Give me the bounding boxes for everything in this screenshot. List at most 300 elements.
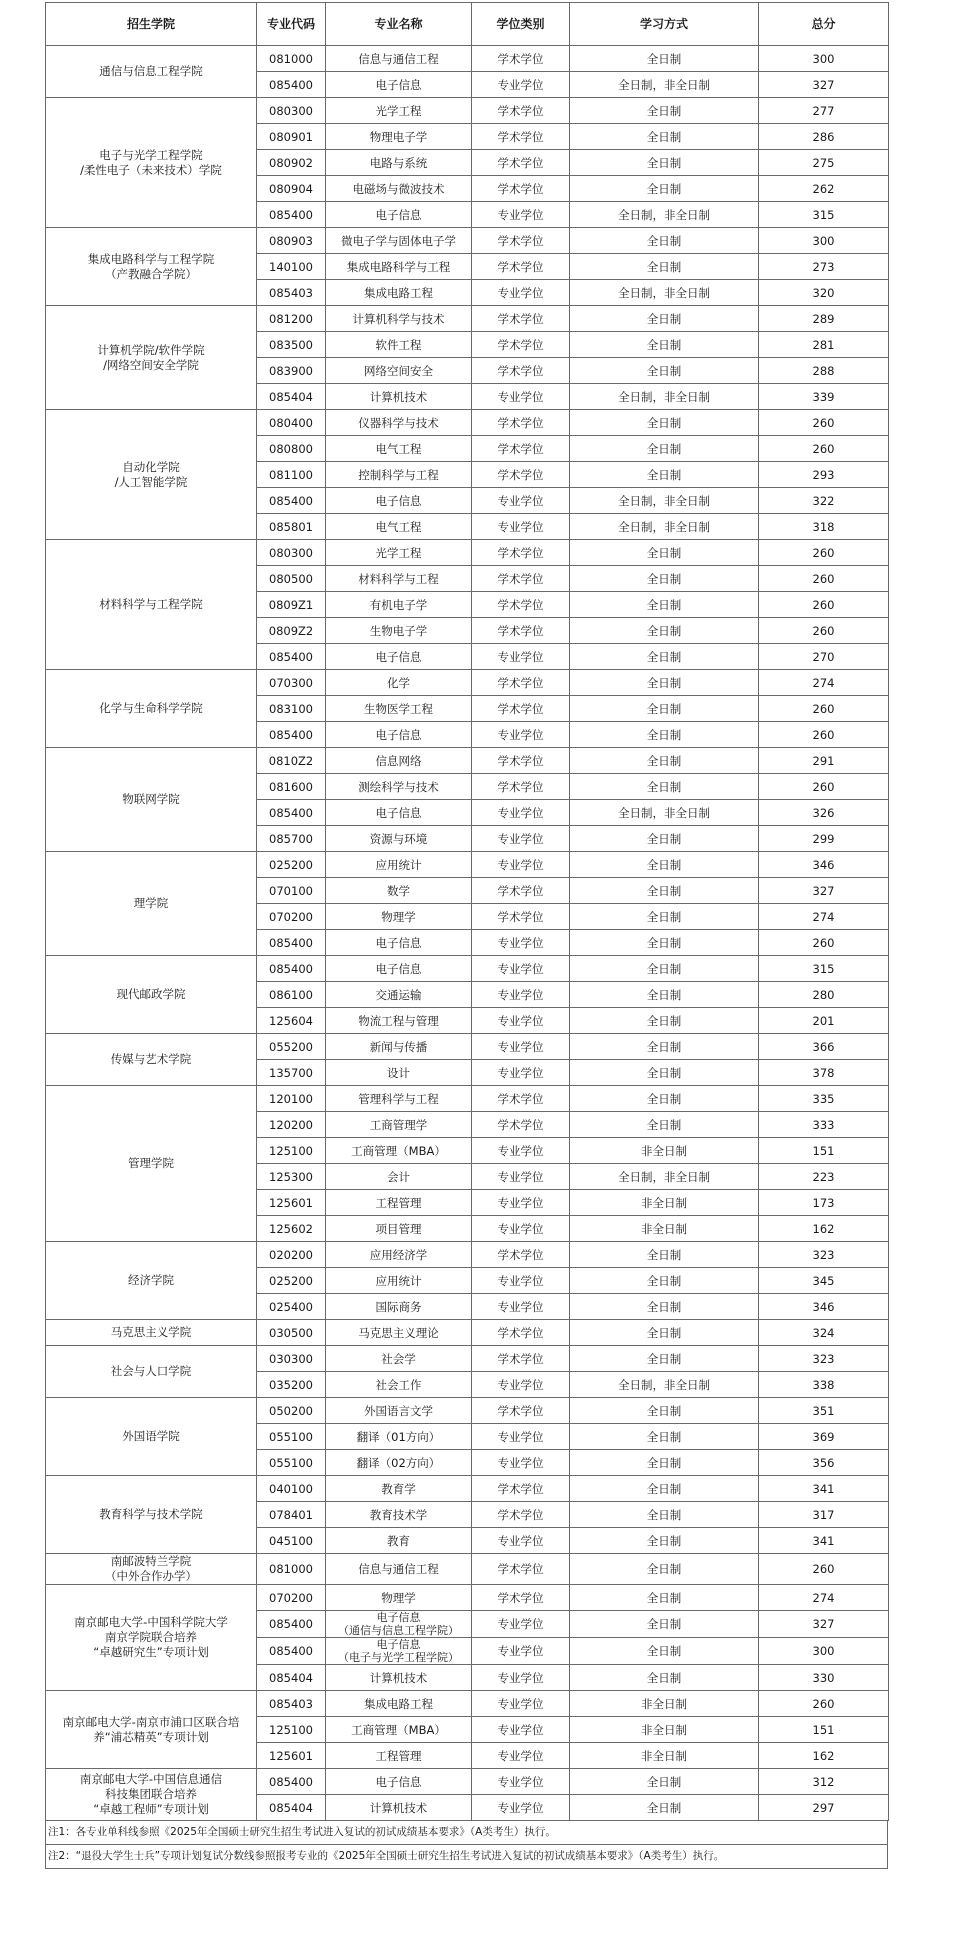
cell-major: 工商管理学 xyxy=(326,1112,472,1138)
cell-degree: 学术学位 xyxy=(472,98,570,124)
cell-mode: 全日制 xyxy=(570,1502,759,1528)
cell-code: 080800 xyxy=(257,436,326,462)
table-row xyxy=(46,670,889,696)
cell-degree: 专业学位 xyxy=(472,1717,570,1743)
cell-degree: 专业学位 xyxy=(472,722,570,748)
cell-degree: 学术学位 xyxy=(472,332,570,358)
note-2: 注2：“退役大学生士兵”专项计划复试分数线参照报考专业的《2025年全国硕士研究生招生考试进入复试的初试成绩基本要求》（A类考生）执行。 xyxy=(45,1845,888,1869)
cell-degree: 专业学位 xyxy=(472,1372,570,1398)
cell-code: 125601 xyxy=(257,1743,326,1769)
cell-score: 330 xyxy=(759,1665,889,1691)
cell-degree: 学术学位 xyxy=(472,1554,570,1585)
cell-score: 335 xyxy=(759,1086,889,1112)
cell-college: 南邮波特兰学院 （中外合作办学） xyxy=(46,1554,257,1585)
cell-mode: 全日制，非全日制 xyxy=(570,72,759,98)
cell-major: 物流工程与管理 xyxy=(326,1008,472,1034)
cell-score: 260 xyxy=(759,1691,889,1717)
cell-mode: 全日制，非全日制 xyxy=(570,280,759,306)
cell-mode: 全日制 xyxy=(570,462,759,488)
cell-code: 080901 xyxy=(257,124,326,150)
cell-mode: 全日制 xyxy=(570,1320,759,1346)
cell-code: 086100 xyxy=(257,982,326,1008)
cell-mode: 非全日制 xyxy=(570,1216,759,1242)
cell-score: 270 xyxy=(759,644,889,670)
cell-major: 工程管理 xyxy=(326,1190,472,1216)
cell-degree: 学术学位 xyxy=(472,774,570,800)
cell-degree: 专业学位 xyxy=(472,1216,570,1242)
cell-major: 计算机技术 xyxy=(326,384,472,410)
cell-score: 280 xyxy=(759,982,889,1008)
cell-score: 366 xyxy=(759,1034,889,1060)
table-row xyxy=(46,1242,889,1268)
notes xyxy=(45,1821,888,1869)
cell-degree: 学术学位 xyxy=(472,878,570,904)
cell-major: 物理学 xyxy=(326,904,472,930)
cell-mode: 全日制 xyxy=(570,1476,759,1502)
cell-score: 320 xyxy=(759,280,889,306)
cell-mode: 全日制 xyxy=(570,904,759,930)
cell-code: 125601 xyxy=(257,1190,326,1216)
cell-degree: 学术学位 xyxy=(472,618,570,644)
cell-major: 有机电子学 xyxy=(326,592,472,618)
cell-code: 035200 xyxy=(257,1372,326,1398)
cell-degree: 专业学位 xyxy=(472,1190,570,1216)
cell-code: 085400 xyxy=(257,488,326,514)
cell-degree: 学术学位 xyxy=(472,696,570,722)
cell-degree: 专业学位 xyxy=(472,514,570,540)
cell-code: 025400 xyxy=(257,1294,326,1320)
cell-degree: 专业学位 xyxy=(472,1034,570,1060)
table-row xyxy=(46,98,889,124)
cell-score: 339 xyxy=(759,384,889,410)
cell-code: 125100 xyxy=(257,1717,326,1743)
cell-code: 085400 xyxy=(257,1769,326,1795)
cell-score: 151 xyxy=(759,1138,889,1164)
cell-degree: 专业学位 xyxy=(472,1138,570,1164)
table-row xyxy=(46,852,889,878)
cell-college: 南京邮电大学-中国科学院大学 南京学院联合培养 “卓越研究生”专项计划 xyxy=(46,1585,257,1691)
cell-major: 项目管理 xyxy=(326,1216,472,1242)
cell-mode: 全日制 xyxy=(570,1611,759,1638)
cell-score: 274 xyxy=(759,670,889,696)
cell-major: 工商管理（MBA） xyxy=(326,1717,472,1743)
header-score: 总分 xyxy=(759,3,889,46)
cell-degree: 专业学位 xyxy=(472,1691,570,1717)
cell-major: 集成电路科学与工程 xyxy=(326,254,472,280)
cell-degree: 专业学位 xyxy=(472,1008,570,1034)
cell-mode: 全日制 xyxy=(570,1528,759,1554)
cell-major: 电气工程 xyxy=(326,436,472,462)
cell-college: 教育科学与技术学院 xyxy=(46,1476,257,1554)
cell-code: 070200 xyxy=(257,904,326,930)
cell-score: 274 xyxy=(759,904,889,930)
cell-degree: 专业学位 xyxy=(472,930,570,956)
cell-degree: 学术学位 xyxy=(472,540,570,566)
cell-code: 125100 xyxy=(257,1138,326,1164)
cell-score: 318 xyxy=(759,514,889,540)
table-row xyxy=(46,228,889,254)
cell-code: 135700 xyxy=(257,1060,326,1086)
cell-major: 外国语言文学 xyxy=(326,1398,472,1424)
cell-major: 新闻与传播 xyxy=(326,1034,472,1060)
cell-score: 323 xyxy=(759,1242,889,1268)
cell-score: 281 xyxy=(759,332,889,358)
cell-major: 电磁场与微波技术 xyxy=(326,176,472,202)
cell-major: 物理电子学 xyxy=(326,124,472,150)
cell-score: 369 xyxy=(759,1424,889,1450)
table-row xyxy=(46,1320,889,1346)
cell-major: 测绘科学与技术 xyxy=(326,774,472,800)
header-college: 招生学院 xyxy=(46,3,257,46)
cell-degree: 专业学位 xyxy=(472,1060,570,1086)
cell-mode: 非全日制 xyxy=(570,1138,759,1164)
cell-mode: 全日制 xyxy=(570,410,759,436)
cell-degree: 专业学位 xyxy=(472,644,570,670)
cell-major: 信息与通信工程 xyxy=(326,46,472,72)
cell-mode: 全日制 xyxy=(570,1424,759,1450)
table-row xyxy=(46,1476,889,1502)
table-row xyxy=(46,1585,889,1611)
cell-degree: 专业学位 xyxy=(472,800,570,826)
cell-major: 信息网络 xyxy=(326,748,472,774)
cell-code: 083900 xyxy=(257,358,326,384)
cell-major: 生物电子学 xyxy=(326,618,472,644)
cell-college: 现代邮政学院 xyxy=(46,956,257,1034)
cell-degree: 学术学位 xyxy=(472,1242,570,1268)
cell-degree: 学术学位 xyxy=(472,904,570,930)
cell-degree: 专业学位 xyxy=(472,1743,570,1769)
cell-mode: 全日制 xyxy=(570,774,759,800)
cell-degree: 专业学位 xyxy=(472,852,570,878)
cell-major: 电子信息 xyxy=(326,956,472,982)
cell-mode: 全日制 xyxy=(570,150,759,176)
cell-score: 151 xyxy=(759,1717,889,1743)
table-row xyxy=(46,540,889,566)
cell-degree: 学术学位 xyxy=(472,176,570,202)
cell-code: 125604 xyxy=(257,1008,326,1034)
cell-score: 201 xyxy=(759,1008,889,1034)
cell-code: 025200 xyxy=(257,852,326,878)
cell-score: 289 xyxy=(759,306,889,332)
cell-degree: 专业学位 xyxy=(472,1164,570,1190)
cell-degree: 学术学位 xyxy=(472,1502,570,1528)
cell-major: 集成电路工程 xyxy=(326,1691,472,1717)
cell-code: 025200 xyxy=(257,1268,326,1294)
cell-code: 085404 xyxy=(257,384,326,410)
cell-mode: 全日制 xyxy=(570,1294,759,1320)
cell-mode: 非全日制 xyxy=(570,1743,759,1769)
cell-major: 电子信息 （通信与信息工程学院） xyxy=(326,1611,472,1638)
cell-score: 162 xyxy=(759,1743,889,1769)
cell-major: 化学 xyxy=(326,670,472,696)
cell-major: 社会工作 xyxy=(326,1372,472,1398)
table-row xyxy=(46,1769,889,1795)
cell-score: 324 xyxy=(759,1320,889,1346)
cell-score: 346 xyxy=(759,852,889,878)
cell-major: 控制科学与工程 xyxy=(326,462,472,488)
cell-code: 0810Z2 xyxy=(257,748,326,774)
cell-code: 085400 xyxy=(257,930,326,956)
cell-score: 260 xyxy=(759,1554,889,1585)
cell-score: 223 xyxy=(759,1164,889,1190)
cell-degree: 专业学位 xyxy=(472,982,570,1008)
cell-major: 数学 xyxy=(326,878,472,904)
cell-mode: 全日制 xyxy=(570,176,759,202)
cell-mode: 全日制 xyxy=(570,306,759,332)
table-row xyxy=(46,1086,889,1112)
cell-code: 055200 xyxy=(257,1034,326,1060)
table-body xyxy=(46,46,889,1821)
cell-major: 生物医学工程 xyxy=(326,696,472,722)
cell-major: 电路与系统 xyxy=(326,150,472,176)
cell-major: 管理科学与工程 xyxy=(326,1086,472,1112)
cell-major: 教育技术学 xyxy=(326,1502,472,1528)
cell-major: 信息与通信工程 xyxy=(326,1554,472,1585)
cell-mode: 全日制 xyxy=(570,826,759,852)
cell-score: 351 xyxy=(759,1398,889,1424)
cell-college: 物联网学院 xyxy=(46,748,257,852)
cell-code: 045100 xyxy=(257,1528,326,1554)
cell-college: 经济学院 xyxy=(46,1242,257,1320)
cell-score: 274 xyxy=(759,1585,889,1611)
cell-degree: 专业学位 xyxy=(472,202,570,228)
cell-degree: 学术学位 xyxy=(472,670,570,696)
cell-mode: 全日制，非全日制 xyxy=(570,514,759,540)
cell-score: 260 xyxy=(759,930,889,956)
cell-degree: 专业学位 xyxy=(472,1769,570,1795)
cell-code: 081600 xyxy=(257,774,326,800)
cell-score: 260 xyxy=(759,592,889,618)
cell-score: 326 xyxy=(759,800,889,826)
cell-mode: 全日制，非全日制 xyxy=(570,488,759,514)
cell-score: 312 xyxy=(759,1769,889,1795)
cell-score: 356 xyxy=(759,1450,889,1476)
cell-major: 电气工程 xyxy=(326,514,472,540)
cell-degree: 专业学位 xyxy=(472,384,570,410)
cell-mode: 全日制 xyxy=(570,748,759,774)
cell-code: 081000 xyxy=(257,1554,326,1585)
cell-code: 085400 xyxy=(257,800,326,826)
cell-mode: 全日制 xyxy=(570,1060,759,1086)
cell-degree: 学术学位 xyxy=(472,1398,570,1424)
table-row xyxy=(46,46,889,72)
cell-mode: 全日制 xyxy=(570,878,759,904)
cell-mode: 全日制 xyxy=(570,1086,759,1112)
cell-college: 管理学院 xyxy=(46,1086,257,1242)
table-row xyxy=(46,1398,889,1424)
cell-mode: 全日制 xyxy=(570,1008,759,1034)
cell-major: 电子信息 xyxy=(326,930,472,956)
cell-code: 085700 xyxy=(257,826,326,852)
cell-mode: 全日制 xyxy=(570,124,759,150)
cell-score: 315 xyxy=(759,202,889,228)
cell-code: 055100 xyxy=(257,1450,326,1476)
cell-code: 020200 xyxy=(257,1242,326,1268)
cell-college: 计算机学院/软件学院 /网络空间安全学院 xyxy=(46,306,257,410)
cell-major: 工程管理 xyxy=(326,1743,472,1769)
cell-degree: 学术学位 xyxy=(472,1585,570,1611)
cell-code: 055100 xyxy=(257,1424,326,1450)
cell-major: 翻译（01方向） xyxy=(326,1424,472,1450)
cell-mode: 全日制，非全日制 xyxy=(570,384,759,410)
cell-major: 翻译（02方向） xyxy=(326,1450,472,1476)
cell-college: 自动化学院 /人工智能学院 xyxy=(46,410,257,540)
cell-mode: 全日制 xyxy=(570,98,759,124)
cell-mode: 全日制 xyxy=(570,1450,759,1476)
cell-major: 电子信息 xyxy=(326,644,472,670)
cell-code: 085400 xyxy=(257,956,326,982)
cell-college: 电子与光学工程学院 /柔性电子（未来技术）学院 xyxy=(46,98,257,228)
cell-score: 260 xyxy=(759,696,889,722)
cell-major: 材料科学与工程 xyxy=(326,566,472,592)
cell-mode: 全日制 xyxy=(570,1665,759,1691)
score-table-document xyxy=(45,2,888,1869)
cell-degree: 学术学位 xyxy=(472,1086,570,1112)
cell-college: 通信与信息工程学院 xyxy=(46,46,257,98)
cell-degree: 专业学位 xyxy=(472,1665,570,1691)
cell-score: 300 xyxy=(759,1638,889,1665)
cell-code: 085801 xyxy=(257,514,326,540)
cell-major: 网络空间安全 xyxy=(326,358,472,384)
cell-score: 277 xyxy=(759,98,889,124)
cell-degree: 专业学位 xyxy=(472,72,570,98)
cell-mode: 全日制 xyxy=(570,1638,759,1665)
cell-mode: 全日制 xyxy=(570,670,759,696)
cell-code: 080500 xyxy=(257,566,326,592)
cell-mode: 全日制 xyxy=(570,930,759,956)
cell-degree: 学术学位 xyxy=(472,566,570,592)
cell-major: 仪器科学与技术 xyxy=(326,410,472,436)
cell-degree: 专业学位 xyxy=(472,488,570,514)
cell-major: 计算机科学与技术 xyxy=(326,306,472,332)
cell-code: 080904 xyxy=(257,176,326,202)
cell-college: 外国语学院 xyxy=(46,1398,257,1476)
cell-degree: 学术学位 xyxy=(472,254,570,280)
cell-degree: 专业学位 xyxy=(472,1795,570,1821)
cell-code: 040100 xyxy=(257,1476,326,1502)
cell-degree: 学术学位 xyxy=(472,410,570,436)
cell-score: 315 xyxy=(759,956,889,982)
cell-mode: 全日制 xyxy=(570,254,759,280)
note-1: 注1：各专业单科线参照《2025年全国硕士研究生招生考试进入复试的初试成绩基本要求》（A类考生）执行。 xyxy=(45,1821,888,1845)
cell-mode: 全日制 xyxy=(570,722,759,748)
cell-mode: 全日制 xyxy=(570,1242,759,1268)
table-row xyxy=(46,410,889,436)
cell-code: 085400 xyxy=(257,72,326,98)
cell-score: 273 xyxy=(759,254,889,280)
cell-score: 323 xyxy=(759,1346,889,1372)
header-major: 专业名称 xyxy=(326,3,472,46)
cell-code: 085400 xyxy=(257,1611,326,1638)
cell-college: 集成电路科学与工程学院 （产教融合学院） xyxy=(46,228,257,306)
cell-college: 社会与人口学院 xyxy=(46,1346,257,1398)
cell-major: 应用统计 xyxy=(326,852,472,878)
cell-code: 085400 xyxy=(257,202,326,228)
cell-degree: 学术学位 xyxy=(472,462,570,488)
cell-score: 378 xyxy=(759,1060,889,1086)
cell-code: 050200 xyxy=(257,1398,326,1424)
cell-major: 马克思主义理论 xyxy=(326,1320,472,1346)
cell-degree: 学术学位 xyxy=(472,150,570,176)
cell-score: 341 xyxy=(759,1476,889,1502)
cell-score: 297 xyxy=(759,1795,889,1821)
cell-major: 国际商务 xyxy=(326,1294,472,1320)
cell-major: 电子信息 xyxy=(326,72,472,98)
cell-mode: 全日制 xyxy=(570,436,759,462)
cell-score: 260 xyxy=(759,722,889,748)
cell-score: 260 xyxy=(759,540,889,566)
cell-mode: 全日制 xyxy=(570,852,759,878)
cell-college: 传媒与艺术学院 xyxy=(46,1034,257,1086)
cell-code: 083100 xyxy=(257,696,326,722)
cell-code: 085403 xyxy=(257,1691,326,1717)
cell-code: 080903 xyxy=(257,228,326,254)
cell-code: 120100 xyxy=(257,1086,326,1112)
cell-major: 微电子学与固体电子学 xyxy=(326,228,472,254)
cell-major: 教育学 xyxy=(326,1476,472,1502)
cell-score: 260 xyxy=(759,410,889,436)
cell-score: 327 xyxy=(759,72,889,98)
cell-mode: 全日制 xyxy=(570,1268,759,1294)
cell-mode: 全日制 xyxy=(570,618,759,644)
cell-code: 030500 xyxy=(257,1320,326,1346)
cell-major: 教育 xyxy=(326,1528,472,1554)
cell-degree: 专业学位 xyxy=(472,1528,570,1554)
cell-degree: 学术学位 xyxy=(472,124,570,150)
table-row xyxy=(46,956,889,982)
table-row xyxy=(46,1346,889,1372)
cell-mode: 全日制 xyxy=(570,46,759,72)
cell-code: 125300 xyxy=(257,1164,326,1190)
cell-score: 338 xyxy=(759,1372,889,1398)
cell-mode: 全日制 xyxy=(570,1398,759,1424)
table-row xyxy=(46,748,889,774)
cell-code: 081200 xyxy=(257,306,326,332)
header-degree: 学位类别 xyxy=(472,3,570,46)
cell-mode: 全日制 xyxy=(570,566,759,592)
cell-score: 288 xyxy=(759,358,889,384)
cell-code: 081100 xyxy=(257,462,326,488)
cell-mode: 全日制，非全日制 xyxy=(570,1372,759,1398)
cell-mode: 全日制 xyxy=(570,1585,759,1611)
cell-major: 集成电路工程 xyxy=(326,280,472,306)
cell-college: 南京邮电大学-中国信息通信 科技集团联合培养 “卓越工程师”专项计划 xyxy=(46,1769,257,1821)
cell-degree: 学术学位 xyxy=(472,592,570,618)
cell-score: 291 xyxy=(759,748,889,774)
cell-score: 300 xyxy=(759,46,889,72)
cell-mode: 全日制 xyxy=(570,540,759,566)
cell-degree: 学术学位 xyxy=(472,748,570,774)
cell-major: 电子信息 xyxy=(326,488,472,514)
cell-code: 085400 xyxy=(257,644,326,670)
cell-degree: 学术学位 xyxy=(472,228,570,254)
cell-code: 078401 xyxy=(257,1502,326,1528)
cell-score: 317 xyxy=(759,1502,889,1528)
cell-major: 计算机技术 xyxy=(326,1795,472,1821)
cell-code: 0809Z2 xyxy=(257,618,326,644)
cell-major: 电子信息 xyxy=(326,722,472,748)
table-header-row xyxy=(46,3,889,46)
cell-code: 085400 xyxy=(257,722,326,748)
cell-major: 资源与环境 xyxy=(326,826,472,852)
cell-score: 299 xyxy=(759,826,889,852)
cell-code: 080400 xyxy=(257,410,326,436)
cell-code: 070200 xyxy=(257,1585,326,1611)
cell-code: 080300 xyxy=(257,540,326,566)
cell-major: 交通运输 xyxy=(326,982,472,1008)
cell-degree: 学术学位 xyxy=(472,1320,570,1346)
cell-score: 333 xyxy=(759,1112,889,1138)
